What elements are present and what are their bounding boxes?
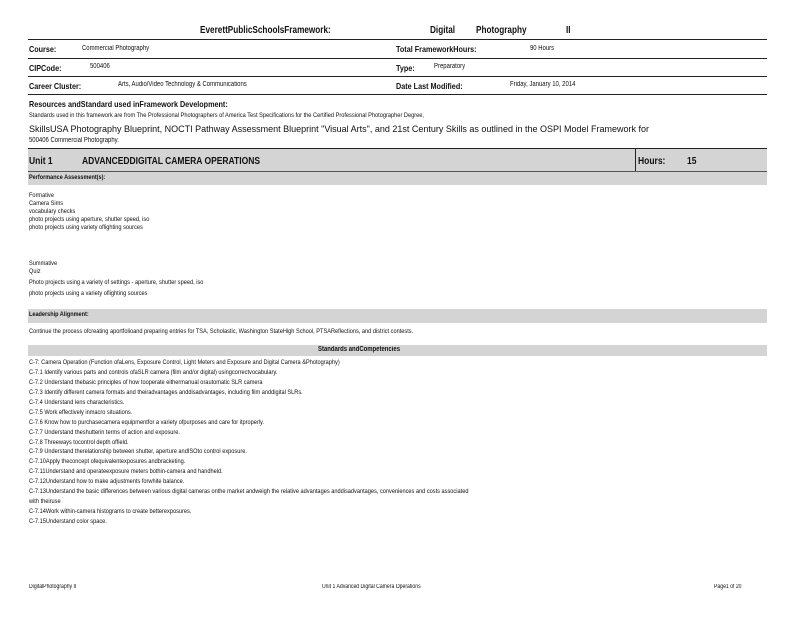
standard-item: C-7: Camera Operation (Function ofaLens, Exposure Control, Light Meters and Exposure and Digital Camera &Photography) bbox=[29, 359, 340, 366]
course-value: Commercial Photography bbox=[82, 45, 150, 52]
date-modified-value: Friday, January 10, 2014 bbox=[510, 81, 576, 88]
leadership-text: Continue the process ofcreating aportfolioand preparing entries for TSA, Scholastic, Washington StateHigh School, PTSAReflections, and district contests. bbox=[29, 328, 414, 335]
standard-item: C-7.13Understand the basic differences between various digital cameras onthe market andweigh the relative advantages anddisadvantages, conveniences and costs associated bbox=[29, 488, 469, 496]
standard-item: C-7.5 Work effectively inmacro situations. bbox=[29, 408, 133, 416]
unit-divider bbox=[635, 149, 636, 171]
type-label: Type: bbox=[396, 63, 415, 73]
standard-item: C-7.11Understand and operateexposure meters bothin-camera and handheld. bbox=[29, 468, 223, 476]
standard-item: C-7.15Understand color space. bbox=[29, 518, 107, 525]
cluster-rule bbox=[28, 94, 767, 95]
summative-line: photo projects using a variety oflighting sources bbox=[29, 290, 148, 297]
formative-line: Camera Sims bbox=[29, 200, 64, 207]
formative-line: vocabulary checks bbox=[29, 208, 76, 215]
performance-assessment-label: Performance Assessment(s): bbox=[29, 174, 106, 181]
total-hours-label: Total FrameworkHours: bbox=[396, 44, 477, 54]
footer-unit: Unit 1 Advanced Digital Camera Operations bbox=[322, 584, 421, 590]
standard-item: C-7.9 Understand therelationship between shutter, aperture andISOto control exposure. bbox=[29, 448, 247, 456]
standard-item: C-7.7 Understand theshutterin terms of action and exposure. bbox=[29, 428, 180, 436]
standard-item: C-7.6 Know how to purchasecamera equipmentfor a variety ofpurposes and care for itproperly. bbox=[29, 418, 264, 426]
summative-line: Photo projects using a variety of settings - aperture, shutter speed, iso bbox=[29, 279, 204, 286]
framework-title: EverettPublicSchoolsFramework: bbox=[200, 25, 331, 36]
standard-item: with theiruse bbox=[29, 498, 61, 506]
standard-item: C-7.4 Understand lens characteristics. bbox=[29, 398, 125, 406]
leadership-band bbox=[28, 309, 767, 323]
standard-item: C-7.3 Identify different camera formats and theiradvantages anddisadvantages, including film anddigital SLRs. bbox=[29, 388, 303, 396]
standard-item: C-7.2 Understand thebasic principles of how tooperate eithermanual orautomatic SLR camera bbox=[29, 378, 263, 386]
resources-line-2: SkillsUSA Photography Blueprint, NOCTI Pathway Assessment Blueprint "Visual Arts", and 21st Century Skills as outlined in the OSPI Model Framework for bbox=[29, 123, 650, 134]
unit-hours-label: Hours: bbox=[638, 156, 666, 167]
cip-rule bbox=[28, 76, 767, 77]
unit-header-band bbox=[28, 149, 767, 185]
cip-label: CIPCode: bbox=[29, 63, 62, 73]
footer-page-number: Page1 of 20 bbox=[714, 584, 742, 590]
title-level: II bbox=[566, 25, 571, 36]
standard-item: C-7.14Work within-camera histograms to create betterexposures. bbox=[29, 508, 192, 516]
formative-block bbox=[29, 192, 149, 232]
summative-block bbox=[29, 260, 203, 298]
career-cluster-label: Career Cluster: bbox=[29, 81, 82, 91]
resources-line-3: 500406 Commercial Photography. bbox=[29, 137, 119, 144]
formative-line: photo projects using variety oflighting sources bbox=[29, 224, 143, 231]
standard-item: C-7.1 Identify various parts and controls ofaSLR camera (film and/or digital) usingcorrectvocabulary. bbox=[29, 368, 278, 376]
total-hours-value: 90 Hours bbox=[530, 45, 555, 52]
formative-line: photo projects using aperture, shutter speed, iso bbox=[29, 216, 150, 223]
standard-item: C-7.10Apply theconcept ofequivalentexposures andbracketing. bbox=[29, 458, 186, 466]
unit-hours-value: 15 bbox=[687, 156, 697, 167]
standards-list bbox=[29, 359, 468, 528]
resources-line-1: Standards used in this framework are from The Professional Photographers of America Test Specifications for the Certified Professional Photographer Degree, bbox=[29, 112, 424, 119]
standards-heading: Standards andCompetencies bbox=[318, 346, 400, 353]
title-photography: Photography bbox=[476, 25, 527, 36]
standard-item: C-7.8 Threeways tocontrol depth offield. bbox=[29, 438, 129, 446]
course-label: Course: bbox=[29, 44, 57, 54]
unit-rule bbox=[28, 171, 767, 172]
title-rule bbox=[28, 39, 767, 40]
course-rule bbox=[28, 58, 767, 59]
cip-value: 500406 bbox=[90, 63, 110, 70]
formative-line: Formative bbox=[29, 192, 55, 199]
summative-line: Quiz bbox=[29, 268, 41, 275]
career-cluster-value: Arts, Audio/Video Technology & Communications bbox=[118, 81, 247, 88]
footer-course: DigitalPhotography II bbox=[29, 584, 77, 590]
type-value: Preparatory bbox=[434, 63, 466, 70]
resources-label: Resources andStandard used inFramework Development: bbox=[29, 99, 228, 109]
standard-item: C-7.12Understand how to make adjustments forwhite balance. bbox=[29, 478, 185, 486]
unit-number: Unit 1 bbox=[29, 156, 53, 167]
unit-title: ADVANCEDDIGITAL CAMERA OPERATIONS bbox=[82, 156, 261, 167]
leadership-label: Leadership Alignment: bbox=[29, 311, 89, 318]
summative-line: Summative bbox=[29, 260, 58, 267]
title-digital: Digital bbox=[430, 25, 456, 36]
date-modified-label: Date Last Modified: bbox=[396, 81, 463, 91]
